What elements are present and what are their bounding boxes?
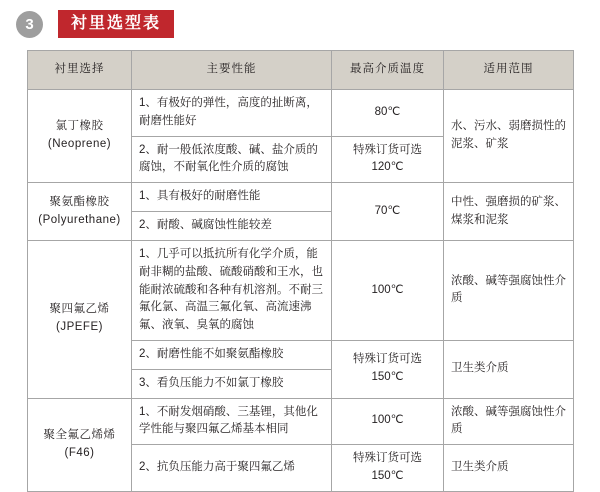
- column-header-max-temp: 最高介质温度: [332, 51, 444, 90]
- column-header-liner: 衬里选择: [28, 51, 132, 90]
- liner-category-polyurethane: 聚氨酯橡胶 (Polyurethane): [28, 183, 132, 241]
- temperature-cell: 100℃: [332, 240, 444, 340]
- liner-category-neoprene: 氯丁橡胶 (Neoprene): [28, 90, 132, 183]
- page-header: [0, 6, 600, 42]
- table-row: [28, 90, 574, 137]
- temperature-cell: 特殊订货可选 150℃: [332, 340, 444, 398]
- scope-cell: 浓酸、碱等强腐蚀性介 质: [444, 240, 574, 340]
- table-row: [28, 398, 574, 445]
- table-body: [28, 90, 574, 492]
- scope-cell: 浓酸、碱等强腐蚀性介 质: [444, 398, 574, 445]
- performance-cell: 1、几乎可以抵抗所有化学介质，能耐非糊的盐酸、硫酸硝酸和王水，也能耐浓硫酸和各种有机溶剂。不耐三氟化氯、高温三氟化氧、高流速沸氟、液氧、臭氧的腐蚀: [132, 240, 332, 340]
- performance-cell: 1、具有极好的耐磨性能: [132, 183, 332, 212]
- performance-cell: 2、耐磨性能不如聚氨酯橡胶: [132, 340, 332, 369]
- liner-selection-table-wrap: [27, 50, 573, 492]
- scope-cell: 中性、强磨损的矿浆、 煤浆和泥浆: [444, 183, 574, 241]
- temperature-cell: 特殊订货可选 120℃: [332, 136, 444, 183]
- liner-category-f46: 聚全氟乙烯烯 (F46): [28, 398, 132, 491]
- performance-cell: 1、有极好的弹性，高度的扯断离，耐磨性能好: [132, 90, 332, 137]
- column-header-scope: 适用范围: [444, 51, 574, 90]
- scope-cell: 水、污水、弱磨损性的 泥浆、矿浆: [444, 90, 574, 183]
- temperature-cell: 100℃: [332, 398, 444, 445]
- column-header-performance: 主要性能: [132, 51, 332, 90]
- temperature-cell: 80℃: [332, 90, 444, 137]
- performance-cell: 2、抗负压能力高于聚四氟乙烯: [132, 445, 332, 492]
- performance-cell: 2、耐酸、碱腐蚀性能较差: [132, 212, 332, 241]
- section-number-badge: 3: [16, 11, 43, 38]
- scope-cell: 卫生类介质: [444, 340, 574, 398]
- performance-cell: 2、耐一般低浓度酸、碱、盐介质的腐蚀，不耐氧化性介质的腐蚀: [132, 136, 332, 183]
- table-head: [28, 51, 574, 90]
- table-header-row: [28, 51, 574, 90]
- table-row: [28, 240, 574, 340]
- performance-cell: 1、不耐发烟硝酸、三基锂，其他化学性能与聚四氟乙烯基本相同: [132, 398, 332, 445]
- table-row: [28, 183, 574, 212]
- temperature-cell: 70℃: [332, 183, 444, 241]
- liner-category-jpefe: 聚四氟乙烯 (JPEFE): [28, 240, 132, 398]
- page-title: 衬里选型表: [58, 10, 174, 39]
- temperature-cell: 特殊订货可选 150℃: [332, 445, 444, 492]
- scope-cell: 卫生类介质: [444, 445, 574, 492]
- liner-selection-table: [27, 50, 574, 492]
- performance-cell: 3、看负压能力不如氯丁橡胶: [132, 369, 332, 398]
